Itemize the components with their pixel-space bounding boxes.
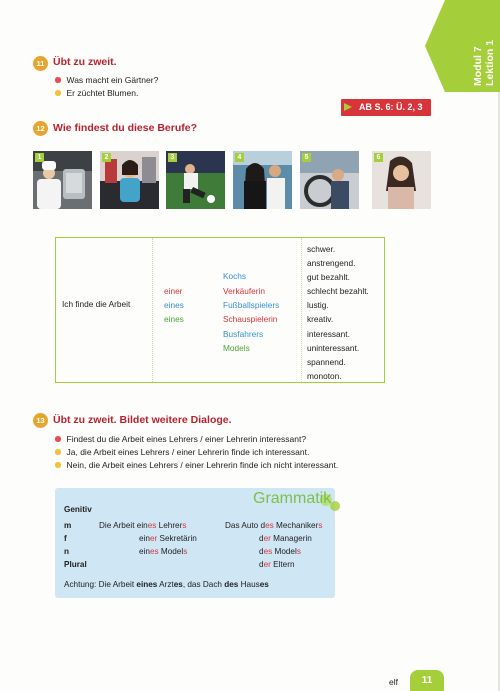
yellow-bullet-icon xyxy=(55,449,61,455)
table-adjective: lustig. xyxy=(307,300,329,310)
grammar-left-m: Die Arbeit eines Lehrers xyxy=(99,521,187,530)
grammar-heading: Genitiv xyxy=(64,505,92,514)
table-noun: Fußballspielers xyxy=(223,300,280,310)
grammar-right-m: Das Auto des Mechanikers xyxy=(225,521,323,530)
table-adjective: schwer. xyxy=(307,244,336,254)
grammar-label-f: f xyxy=(64,534,67,543)
workbook-reference: AB S. 6: Ü. 2, 3 xyxy=(341,99,431,116)
photo-saleswoman xyxy=(100,151,159,209)
photo-number: 3 xyxy=(168,153,177,162)
table-article: eines xyxy=(164,314,184,324)
photo-football-player xyxy=(166,151,225,209)
table-adjective: anstrengend. xyxy=(307,258,356,268)
exercise-number-13: 13 xyxy=(33,413,48,428)
arrow-icon xyxy=(344,103,352,111)
table-adjective: uninteressant. xyxy=(307,343,360,353)
table-adjective: schlecht bezahlt. xyxy=(307,286,369,296)
photo-number: 1 xyxy=(35,153,44,162)
grammar-label-plural: Plural xyxy=(64,560,87,569)
grammar-label-n: n xyxy=(64,547,70,556)
exercise-number-11: 11 xyxy=(33,56,48,71)
grammar-box xyxy=(55,488,335,598)
table-phrase: Ich finde die Arbeit xyxy=(62,299,131,309)
table-noun: Kochs xyxy=(223,271,247,281)
table-article: eines xyxy=(164,300,184,310)
table-noun: Models xyxy=(223,343,250,353)
photo-number: 4 xyxy=(235,153,244,162)
page-number: 11 xyxy=(410,670,444,691)
grammar-right-plural: der Eltern xyxy=(259,560,295,569)
grammar-note: Achtung: Die Arbeit eines Arztes, das Dach des Hauses xyxy=(64,580,269,589)
photo-row xyxy=(33,151,431,209)
exercise-title-12: Wie findest du diese Berufe? xyxy=(53,122,198,134)
yellow-bullet-icon xyxy=(55,90,61,96)
module-label: Modul 7 xyxy=(472,46,484,86)
ex13-line-3: Nein, die Arbeit eines Lehrers / einer Lehrerin finde ich nicht interessant. xyxy=(55,460,338,470)
table-noun: Schauspielerin xyxy=(223,314,278,324)
yellow-bullet-icon xyxy=(55,462,61,468)
sentence-table xyxy=(55,237,385,383)
grammar-right-n: des Models xyxy=(259,547,301,556)
table-noun: Busfahrers xyxy=(223,329,264,339)
exercise-title-11: Übt zu zweit. xyxy=(53,56,117,68)
grammar-label-m: m xyxy=(64,521,72,530)
column-divider xyxy=(152,238,153,382)
module-tab-label xyxy=(472,40,496,86)
table-adjective: gut bezahlt. xyxy=(307,272,350,282)
red-bullet-icon xyxy=(55,77,61,83)
module-tab xyxy=(425,0,500,92)
red-bullet-icon xyxy=(55,436,61,442)
lesson-label: Lektion 1 xyxy=(484,39,496,86)
page-number-word: elf xyxy=(389,677,398,687)
grammar-right-f: der Managerin xyxy=(259,534,312,543)
photo-number: 6 xyxy=(374,153,383,162)
table-noun: Verkäuferin xyxy=(223,286,265,296)
ex13-line-2: Ja, die Arbeit eines Lehrers / einer Lehrerin finde ich interessant. xyxy=(55,447,309,457)
ex11-line-1: Was macht ein Gärtner? xyxy=(55,75,158,85)
ex11-line-2: Er züchtet Blumen. xyxy=(55,88,138,98)
table-adjective: monoton. xyxy=(307,371,342,381)
exercise-title-13: Übt zu zweit. Bildet weitere Dialoge. xyxy=(53,414,232,426)
table-adjective: spannend. xyxy=(307,357,346,367)
photo-cook xyxy=(33,151,92,209)
photo-actress xyxy=(233,151,292,209)
grammar-left-n: eines Models xyxy=(139,547,188,556)
photo-bus-driver xyxy=(300,151,359,209)
table-article: einer xyxy=(164,286,183,296)
photo-number: 2 xyxy=(102,153,111,162)
ex13-line-1: Findest du die Arbeit eines Lehrers / einer Lehrerin interessant? xyxy=(55,434,306,444)
column-divider xyxy=(301,238,302,382)
photo-number: 5 xyxy=(302,153,311,162)
photo-model xyxy=(372,151,431,209)
table-adjective: interessant. xyxy=(307,329,350,339)
table-adjective: kreativ. xyxy=(307,314,334,324)
exercise-number-12: 12 xyxy=(33,121,48,136)
grammar-title: Grammatik xyxy=(253,490,332,507)
grammar-left-f: einer Sekretärin xyxy=(139,534,197,543)
